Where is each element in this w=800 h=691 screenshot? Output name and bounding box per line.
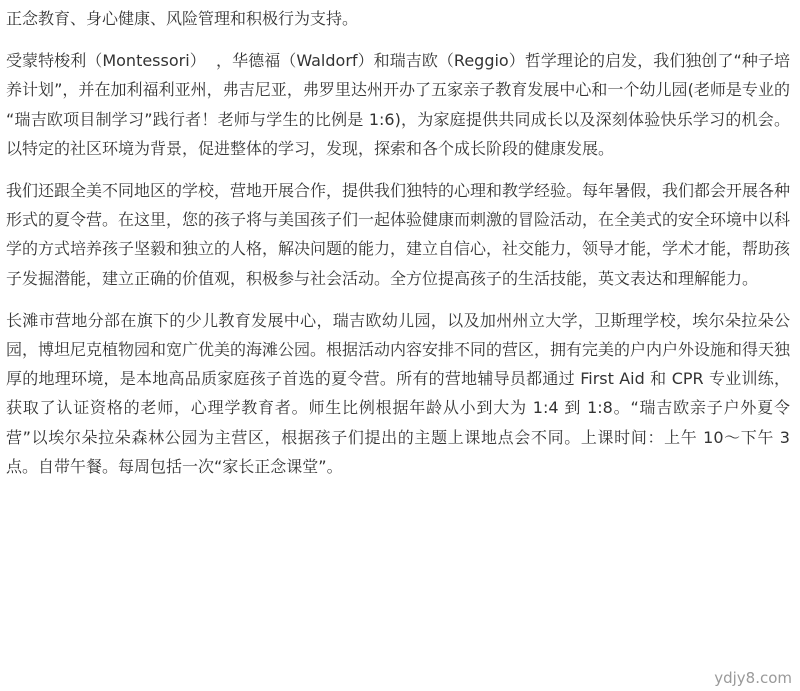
paragraph-gap xyxy=(6,33,790,46)
article-body xyxy=(6,4,796,481)
paragraph-long-beach-camp: 长滩市营地分部在旗下的少儿教育发展中心，瑞吉欧幼儿园，以及加州州立大学，卫斯理学校，埃尔朵拉朵公园，博坦尼克植物园和宽广优美的海滩公园。根据活动内容安排不同的营区，拥有完美的户内户外设施和得天独厚的地理环境，是本地高品质家庭孩子首选的夏令营。所有的营地辅导员都通过 First Aid 和 CPR 专业训练，获取了认证资格的老师，心理学教育者。师生比例根据年龄从小到大为 1:4 到 1:8。“瑞吉欧亲子户外夏令营”以埃尔朵拉朵森林公园为主营区，根据孩子们提出的主题上课地点会不同。上课时间：上午 10～下午 3 点。自带午餐。每周包括一次“家长正念课堂”。 xyxy=(6,310,796,476)
paragraph-summer-camps: 我们还跟全美不同地区的学校，营地开展合作，提供我们独特的心理和教学经验。每年暑假，我们都会开展各种形式的夏令营。在这里，您的孩子将与美国孩子们一起体验健康而刺激的冒险活动，在全美式的安全环境中以科学的方式培养孩子坚毅和独立的人格，解决问题的能力，建立自信心，社交能力，领导才能，学术才能，帮助孩子发掘潜能，建立正确的价值观，积极参与社会活动。全方位提高孩子的生活技能，英文表达和理解能力。 xyxy=(6,181,791,288)
paragraph-gap xyxy=(6,293,790,306)
paragraph-inspiration: 受蒙特梭利（Montessori） ，华德福（Waldorf）和瑞吉欧（Reggio）哲学理论的启发，我们独创了“种子培养计划”，并在加利福利亚州，弗吉尼亚，弗罗里达州开办了五家亲子教育发展中心和一个幼儿园(老师是专业的 “瑞吉欧项目制学习”践行者！老师与学生的比例是 1:6)，为家庭提供共同成长以及深刻体验快乐学习的机会。以特定的社区环境为背景，促进整体的学习，发现，探索和各个成长阶段的健康发展。 xyxy=(6,51,796,158)
paragraph-gap xyxy=(6,163,790,176)
intro-line: 正念教育、身心健康、风险管理和积极行为支持。 xyxy=(6,9,359,28)
site-watermark: ydjy8.com xyxy=(714,669,792,687)
